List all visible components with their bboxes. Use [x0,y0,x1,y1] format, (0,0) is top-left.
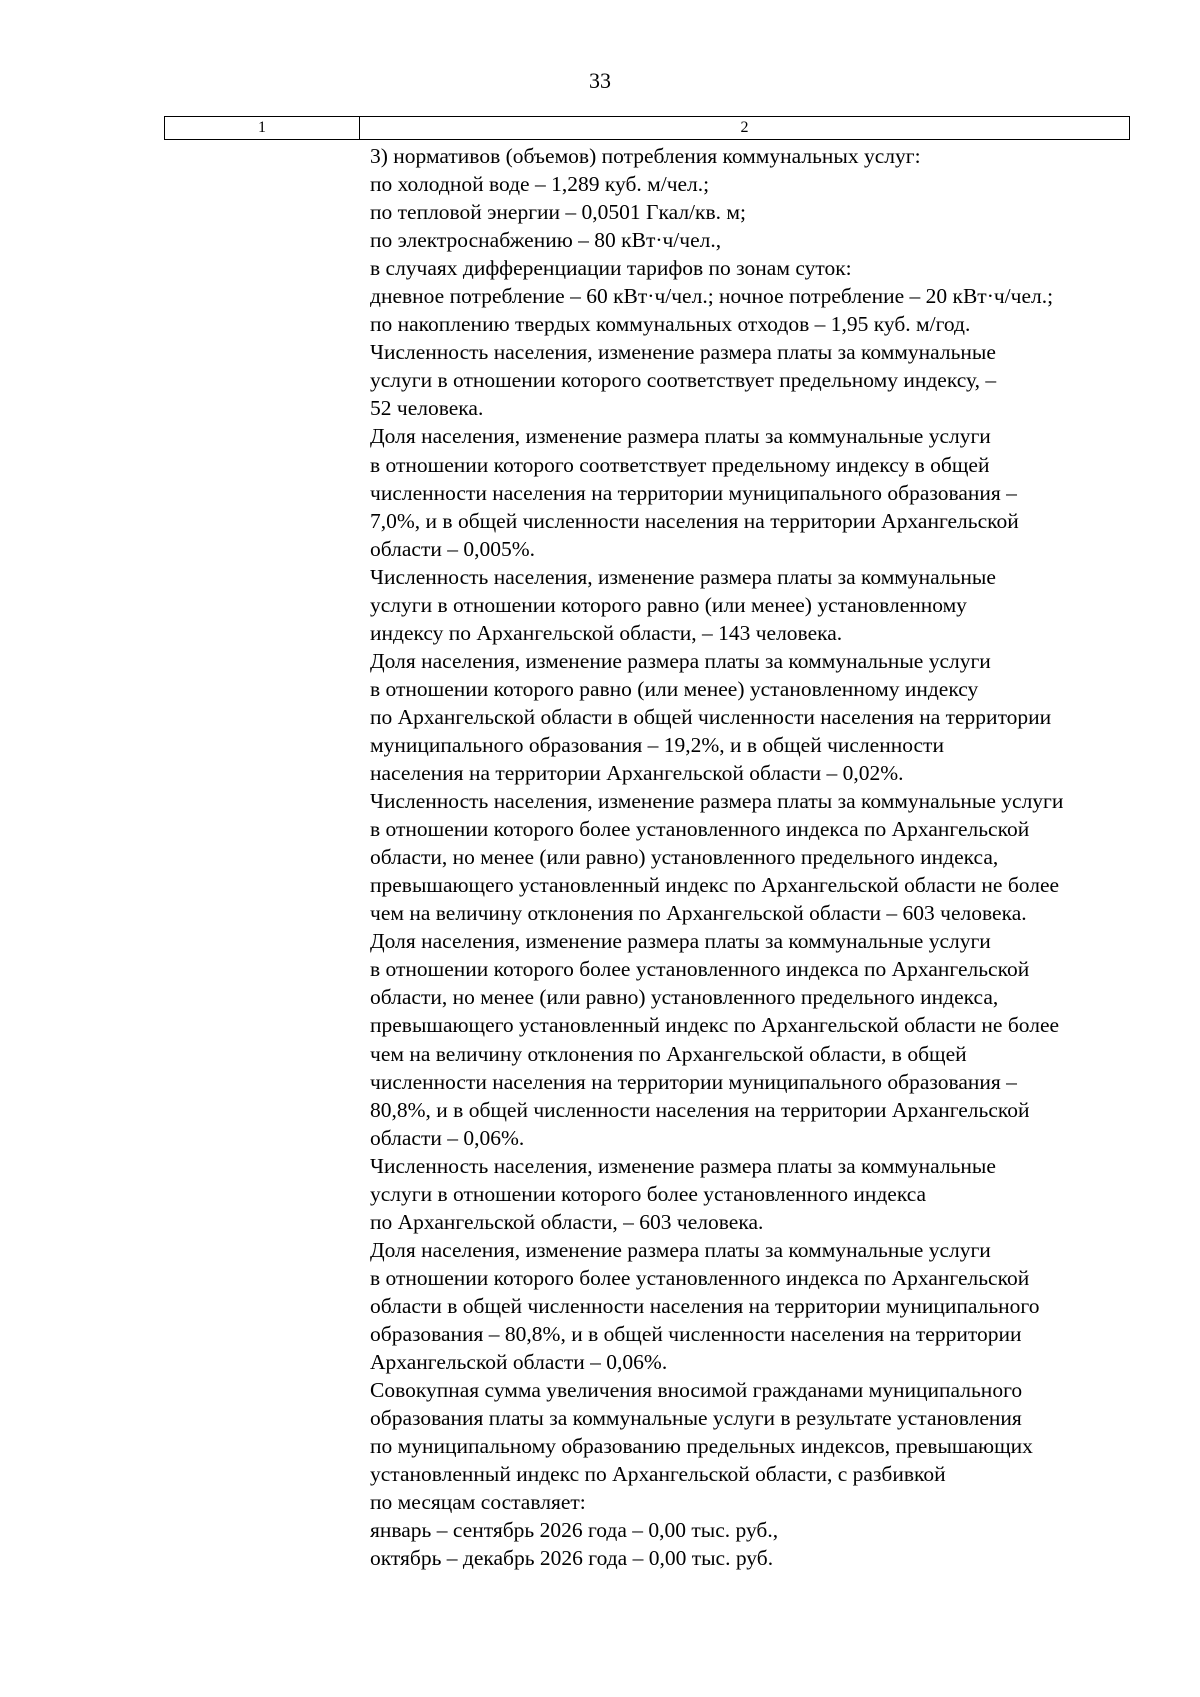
text-line: области – 0,06%. [370,1125,525,1150]
text-line: по Архангельской области в общей численности населения на территории [370,704,1052,729]
text-line: численности населения на территории муниципального образования – [370,480,1017,505]
text-line: Доля населения, изменение размера платы за коммунальные услуги [370,929,991,954]
text-line: в отношении которого соответствует предельному индексу в общей [370,452,990,477]
text-line: в отношении которого более установленного индекса по Архангельской [370,817,1030,842]
text-line: Численность населения, изменение размера платы за коммунальные услуги [370,789,1064,814]
text-line: Архангельской области – 0,06%. [370,1350,668,1375]
text-line: Доля населения, изменение размера платы за коммунальные услуги [370,648,991,673]
table-header-row [164,116,1130,140]
text-line: образования – 80,8%, и в общей численности населения на территории [370,1321,1022,1346]
table-header-col-2: 2 [740,119,749,136]
text-line: чем на величину отклонения по Архангельской области, в общей [370,1041,967,1066]
text-line: по месяцам составляет: [370,1490,586,1515]
text-line: индексу по Архангельской области, – 143 человека. [370,620,843,645]
text-line: превышающего установленный индекс по Архангельской области не более [370,1013,1060,1038]
text-line: по холодной воде – 1,289 куб. м/чел.; [370,172,710,197]
text-line: дневное потребление – 60 кВт·ч/чел.; ночное потребление – 20 кВт·ч/чел.; [370,284,1054,309]
text-line: чем на величину отклонения по Архангельской области – 603 человека. [370,901,1027,926]
text-line: Доля населения, изменение размера платы за коммунальные услуги [370,424,991,449]
text-line: в случаях дифференциации тарифов по зонам суток: [370,256,852,281]
document-body-text [370,142,1170,1572]
text-line: области – 0,005%. [370,536,536,561]
text-line: Численность населения, изменение размера платы за коммунальные [370,1153,996,1178]
text-line: услуги в отношении которого более установленного индекса [370,1181,927,1206]
text-line: населения на территории Архангельской области – 0,02%. [370,761,904,786]
table-header-col-1: 1 [165,117,360,139]
text-line: муниципального образования – 19,2%, и в общей численности [370,732,944,757]
page-number: 33 [589,68,611,93]
text-line: по Архангельской области, – 603 человека. [370,1209,764,1234]
text-line: в отношении которого более установленного индекса по Архангельской [370,957,1030,982]
text-line: в отношении которого равно (или менее) установленному индексу [370,676,979,701]
text-line: образования платы за коммунальные услуги в результате установления [370,1406,1022,1431]
text-line: Численность населения, изменение размера платы за коммунальные [370,340,996,365]
text-line: в отношении которого более установленного индекса по Архангельской [370,1265,1030,1290]
text-line: области в общей численности населения на территории муниципального [370,1293,1040,1318]
text-line: 80,8%, и в общей численности населения на территории Архангельской [370,1097,1030,1122]
text-line: по муниципальному образованию предельных индексов, превышающих [370,1434,1033,1459]
text-line: по электроснабжению – 80 кВт·ч/чел., [370,228,722,253]
text-line: 3) нормативов (объемов) потребления коммунальных услуг: [370,144,921,168]
text-line: октябрь – декабрь 2026 года – 0,00 тыс. руб. [370,1546,774,1571]
text-line: по накоплению твердых коммунальных отходов – 1,95 куб. м/год. [370,312,971,337]
text-line: превышающего установленный индекс по Архангельской области не более [370,873,1060,898]
text-line: январь – сентябрь 2026 года – 0,00 тыс. руб., [370,1518,779,1543]
text-line: услуги в отношении которого соответствует предельному индексу, – [370,368,997,393]
text-line: области, но менее (или равно) установленного предельного индекса, [370,845,999,870]
text-line: услуги в отношении которого равно (или менее) установленному [370,592,967,617]
text-line: 7,0%, и в общей численности населения на территории Архангельской [370,508,1019,533]
text-line: численности населения на территории муниципального образования – [370,1069,1017,1094]
text-line: Доля населения, изменение размера платы за коммунальные услуги [370,1237,991,1262]
text-line: установленный индекс по Архангельской области, с разбивкой [370,1462,946,1487]
text-line: по тепловой энергии – 0,0501 Гкал/кв. м; [370,200,746,225]
text-line: Численность населения, изменение размера платы за коммунальные [370,564,996,589]
text-line: 52 человека. [370,396,484,421]
text-line: Совокупная сумма увеличения вносимой гражданами муниципального [370,1378,1023,1403]
text-line: области, но менее (или равно) установленного предельного индекса, [370,985,999,1010]
